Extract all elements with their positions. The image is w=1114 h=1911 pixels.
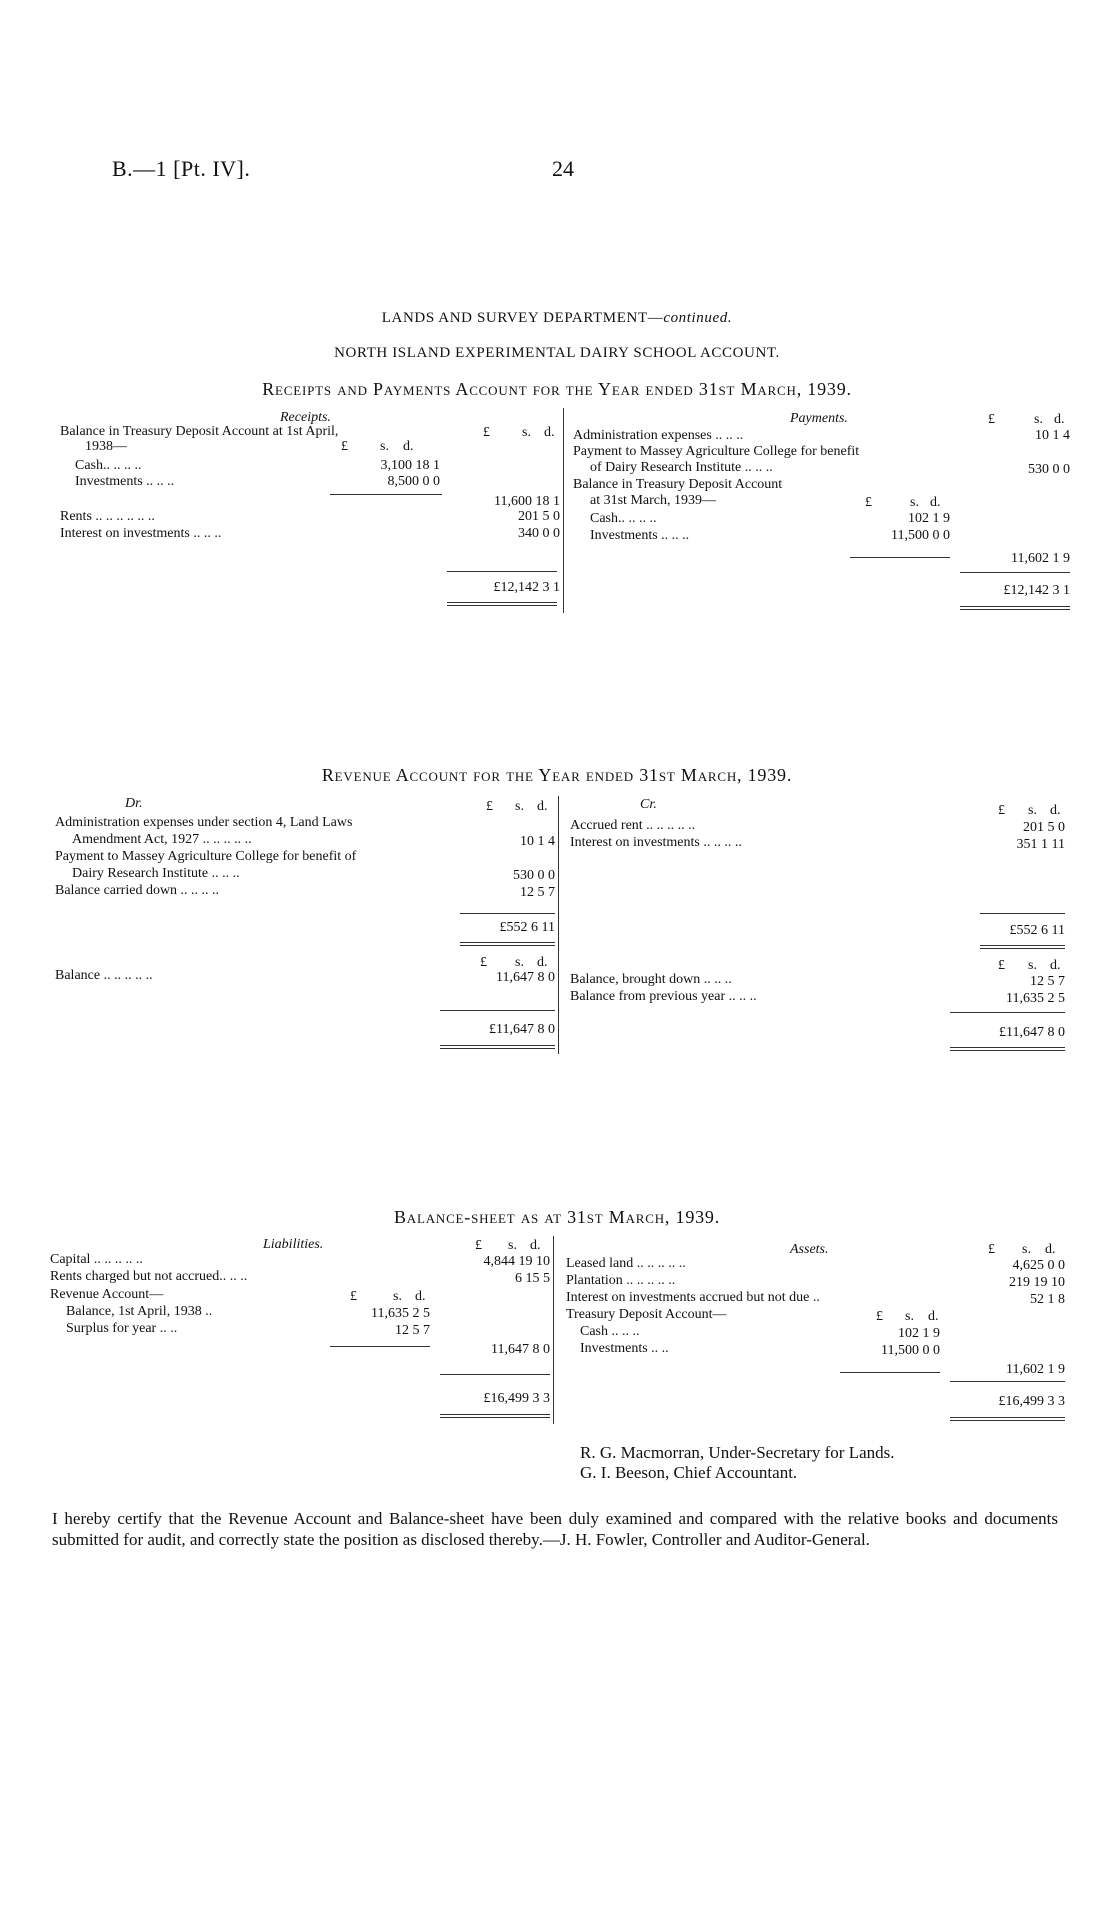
liabilities-surplus-amount: 12 5 7	[395, 1323, 430, 1338]
payments-heading: Payments.	[790, 411, 848, 426]
payments-balance-line1: Balance in Treasury Deposit Account	[573, 477, 783, 492]
liabilities-revenue-account-label: Revenue Account—	[50, 1287, 164, 1302]
revenue-balance-previous-label: Balance from previous year .. .. ..	[570, 989, 757, 1004]
revenue-left-s-header-2: s.	[515, 955, 524, 970]
balance-sheet-title: Balance-sheet as at 31st March, 1939.	[393, 1207, 721, 1227]
assets-leased-land-amount: 4,625 0 0	[1012, 1258, 1065, 1273]
liabilities-total-double-rule	[440, 1414, 550, 1418]
revenue-right-total2-rule	[950, 1012, 1065, 1013]
receipts-interest-label: Interest on investments .. .. ..	[60, 526, 222, 541]
liabilities-balance-1938-amount: 11,635 2 5	[371, 1306, 430, 1321]
payments-cash-label: Cash.. .. .. ..	[590, 511, 657, 526]
receipts-investments-label: Investments .. .. ..	[75, 474, 175, 489]
payments-balance-line2: at 31st March, 1939—	[590, 493, 716, 508]
revenue-right-pound-header: £	[998, 803, 1005, 818]
liabilities-heading: Liabilities.	[263, 1237, 324, 1252]
assets-d-header: d.	[1045, 1242, 1056, 1257]
liabilities-pound-header: £	[475, 1238, 482, 1253]
liabilities-capital-amount: 4,844 19 10	[483, 1254, 550, 1269]
payments-investments-label: Investments .. .. ..	[590, 528, 690, 543]
assets-investments-label: Investments .. ..	[580, 1341, 669, 1356]
liabilities-balance-1938-label: Balance, 1st April, 1938 ..	[66, 1304, 213, 1319]
revenue-balance-brought-amount: 12 5 7	[1030, 974, 1065, 989]
account-title: NORTH ISLAND EXPERIMENTAL DAIRY SCHOOL ACCOUNT.	[334, 345, 780, 361]
rp-left-pound-header: £	[483, 425, 490, 440]
revenue-right-pound-header-2: £	[998, 958, 1005, 973]
assets-interest-accrued-label: Interest on investments accrued but not due ..	[566, 1290, 820, 1305]
revenue-interest-label: Interest on investments .. .. .. ..	[570, 835, 742, 850]
assets-leased-land-label: Leased land .. .. .. .. ..	[566, 1256, 686, 1271]
auditor-certificate: I hereby certify that the Revenue Account and Balance-sheet have been duly examined and compared with the relative books and documents submitted for audit, and correctly state the position as disclosed thereby.—J. H. Fowler, Controller and Auditor-General.	[52, 1509, 1058, 1549]
revenue-left-s-header: s.	[515, 799, 524, 814]
receipts-balance-line2: 1938—	[85, 439, 127, 454]
liabilities-surplus-label: Surplus for year .. ..	[66, 1321, 178, 1336]
receipts-balance-line1: Balance in Treasury Deposit Account at 1st April,	[60, 424, 339, 439]
payments-inner-pound-header: £	[865, 495, 872, 510]
receipts-cash-amount: 3,100 18 1	[380, 458, 440, 473]
liabilities-revenue-subtotal: 11,647 8 0	[491, 1342, 550, 1357]
revenue-left-total2-rule	[440, 1010, 555, 1011]
revenue-right-total2-double-rule	[950, 1047, 1065, 1051]
revenue-left-d-header: d.	[537, 799, 548, 814]
assets-heading: Assets.	[790, 1242, 829, 1257]
revenue-massey-line2: Dairy Research Institute .. .. ..	[72, 866, 240, 881]
payments-total: £12,142 3 1	[1003, 583, 1070, 598]
assets-inner-s-header: s.	[905, 1309, 914, 1324]
liabilities-capital-label: Capital .. .. .. .. ..	[50, 1252, 143, 1267]
receipts-total-double-rule	[447, 602, 557, 606]
rp-right-d-header: d.	[1054, 412, 1065, 427]
signature-under-secretary: R. G. Macmorran, Under-Secretary for Lands.	[580, 1443, 895, 1462]
payments-cash-amount: 102 1 9	[908, 511, 950, 526]
payments-inner-d-header: d.	[930, 495, 941, 510]
assets-pound-header: £	[988, 1242, 995, 1257]
assets-cash-label: Cash .. .. ..	[580, 1324, 640, 1339]
assets-inner-pound-header: £	[876, 1309, 883, 1324]
receipts-rents-amount: 201 5 0	[518, 509, 560, 524]
revenue-balance-amount: 11,647 8 0	[496, 970, 555, 985]
revenue-right-total1-double-rule	[980, 945, 1065, 949]
liabilities-total-rule	[440, 1374, 550, 1375]
payments-admin-label: Administration expenses .. .. ..	[573, 428, 744, 443]
revenue-right-total2: £11,647 8 0	[999, 1025, 1065, 1040]
payments-massey-amount: 530 0 0	[1028, 462, 1070, 477]
department-title-continued: continued.	[663, 310, 733, 326]
receipts-inner-pound-header: £	[341, 439, 348, 454]
revenue-left-total1: £552 6 11	[499, 920, 555, 935]
department-title	[0, 310, 1114, 327]
revenue-center-divider	[558, 796, 559, 1054]
revenue-massey-amount: 530 0 0	[513, 868, 555, 883]
revenue-left-total1-double-rule	[460, 942, 555, 946]
revenue-accrued-amount: 201 5 0	[1023, 820, 1065, 835]
page-number: 24	[552, 156, 574, 181]
assets-plantation-label: Plantation .. .. .. .. ..	[566, 1273, 676, 1288]
assets-treasury-subtotal: 11,602 1 9	[1006, 1362, 1065, 1377]
revenue-left-pound-header-2: £	[480, 955, 487, 970]
assets-interest-accrued-amount: 52 1 8	[1030, 1292, 1065, 1307]
revenue-admin-line2: Amendment Act, 1927 .. .. .. .. ..	[72, 832, 252, 847]
revenue-dr-heading: Dr.	[125, 796, 143, 811]
revenue-interest-amount: 351 1 11	[1016, 837, 1065, 852]
assets-cash-amount: 102 1 9	[898, 1326, 940, 1341]
receipts-payments-title: Receipts and Payments Account for the Year ended 31st March, 1939.	[262, 379, 852, 399]
assets-total-rule	[950, 1381, 1065, 1382]
revenue-balance-label: Balance .. .. .. .. ..	[55, 968, 153, 983]
receipts-total: £12,142 3 1	[493, 580, 560, 595]
liabilities-s-header: s.	[508, 1238, 517, 1253]
revenue-left-d-header-2: d.	[537, 955, 548, 970]
liabilities-inner-s-header: s.	[393, 1289, 402, 1304]
liabilities-inner-pound-header: £	[350, 1289, 357, 1304]
liabilities-total: £16,499 3 3	[483, 1391, 550, 1406]
revenue-right-d-header: d.	[1050, 803, 1061, 818]
liabilities-inner-d-header: d.	[415, 1289, 426, 1304]
payments-balance-subtotal: 11,602 1 9	[1011, 551, 1070, 566]
receipts-rents-label: Rents .. .. .. .. .. ..	[60, 509, 155, 524]
revenue-balance-down-amount: 12 5 7	[520, 885, 555, 900]
payments-inner-s-header: s.	[910, 495, 919, 510]
payments-total-rule	[960, 572, 1070, 573]
payments-massey-line2: of Dairy Research Institute .. .. ..	[590, 460, 773, 475]
revenue-left-total2: £11,647 8 0	[489, 1022, 555, 1037]
assets-investments-amount: 11,500 0 0	[881, 1343, 940, 1358]
assets-total-double-rule	[950, 1417, 1065, 1421]
revenue-balance-previous-amount: 11,635 2 5	[1006, 991, 1065, 1006]
revenue-right-s-header-2: s.	[1028, 958, 1037, 973]
receipts-balance-subtotal: 11,600 18 1	[494, 494, 560, 509]
document-reference: B.—1 [Pt. IV].	[112, 156, 251, 181]
receipts-inner-s-header: s.	[380, 439, 389, 454]
assets-plantation-amount: 219 19 10	[1009, 1275, 1065, 1290]
liabilities-d-header: d.	[530, 1238, 541, 1253]
balance-sheet-center-divider	[553, 1236, 554, 1424]
liabilities-rents-amount: 6 15 5	[515, 1271, 550, 1286]
rp-left-d-header: d.	[544, 425, 555, 440]
assets-s-header: s.	[1022, 1242, 1031, 1257]
receipts-inner-d-header: d.	[403, 439, 414, 454]
revenue-account-title: Revenue Account for the Year ended 31st March, 1939.	[321, 765, 793, 785]
revenue-cr-heading: Cr.	[640, 797, 657, 812]
revenue-admin-amount: 10 1 4	[520, 834, 555, 849]
receipts-heading: Receipts.	[280, 410, 331, 425]
signature-chief-accountant: G. I. Beeson, Chief Accountant.	[580, 1463, 798, 1482]
payments-admin-amount: 10 1 4	[1035, 428, 1070, 443]
payments-investments-amount: 11,500 0 0	[891, 528, 950, 543]
revenue-left-total2-double-rule	[440, 1045, 555, 1049]
assets-total: £16,499 3 3	[998, 1394, 1065, 1409]
revenue-right-total1-rule	[980, 913, 1065, 914]
department-title-main: LANDS AND SURVEY DEPARTMENT—	[381, 310, 664, 326]
receipts-investments-amount: 8,500 0 0	[387, 474, 440, 489]
revenue-left-total1-rule	[460, 913, 555, 914]
revenue-right-d-header-2: d.	[1050, 958, 1061, 973]
receipts-total-rule	[447, 571, 557, 572]
rp-center-divider	[563, 408, 564, 613]
payments-massey-line1: Payment to Massey Agriculture College for benefit	[573, 444, 860, 459]
receipts-interest-amount: 340 0 0	[518, 526, 560, 541]
revenue-balance-down-label: Balance carried down .. .. .. ..	[55, 883, 220, 898]
assets-inner-d-header: d.	[928, 1309, 939, 1324]
liabilities-rents-label: Rents charged but not accrued.. .. ..	[50, 1269, 248, 1284]
rp-left-s-header: s.	[522, 425, 531, 440]
rp-right-s-header: s.	[1034, 412, 1043, 427]
revenue-accrued-label: Accrued rent .. .. .. .. ..	[570, 818, 696, 833]
receipts-subtotal-rule	[330, 494, 442, 495]
assets-treasury-deposit-label: Treasury Deposit Account—	[566, 1307, 727, 1322]
revenue-massey-line1: Payment to Massey Agriculture College for benefit of	[55, 849, 357, 864]
revenue-right-total1: £552 6 11	[1009, 923, 1065, 938]
payments-total-double-rule	[960, 606, 1070, 610]
revenue-admin-line1: Administration expenses under section 4, Land Laws	[55, 815, 353, 830]
rp-right-pound-header: £	[988, 412, 995, 427]
receipts-cash-label: Cash.. .. .. ..	[75, 458, 142, 473]
revenue-right-s-header: s.	[1028, 803, 1037, 818]
revenue-left-pound-header: £	[486, 799, 493, 814]
revenue-balance-brought-label: Balance, brought down .. .. ..	[570, 972, 732, 987]
